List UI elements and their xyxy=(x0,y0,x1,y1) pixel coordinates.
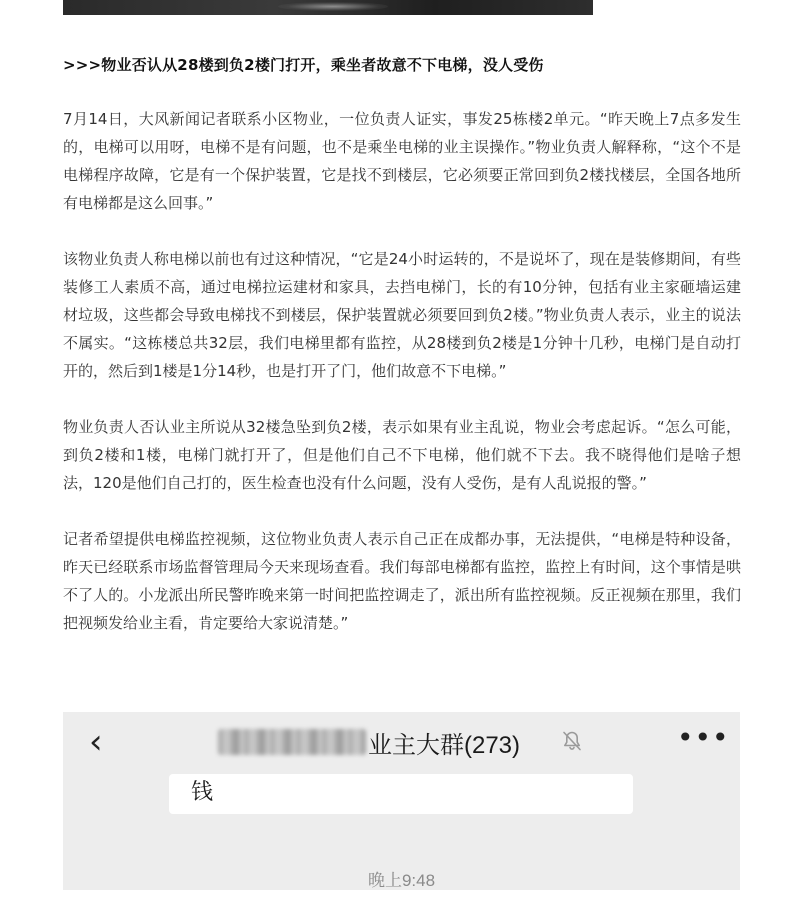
paragraph-2: 该物业负责人称电梯以前也有过这种情况，“它是24小时运转的，不是说坏了，现在是装修期间，有些装修工人素质不高，通过电梯拉运建材和家具，去挡电梯门，长的有10分钟，包括有业主家砸墙运建材垃圾，这些都会导致电梯找不到楼层，保护装置就必须要回到负2楼。”物业负责人表示，业主的说法不属实。“这栋楼总共32层，我们电梯里都有监控，从28楼到负2楼是1分钟十几秒，电梯门是自动打开的，然后到1楼是1分14秒，也是打开了门，他们故意不下电梯。” xyxy=(63,250,741,380)
chat-header xyxy=(218,724,520,760)
chat-screenshot xyxy=(63,712,740,890)
top-photo-fragment xyxy=(63,0,593,15)
blurred-group-name xyxy=(218,729,366,755)
message-timestamp: 晚上9:48 xyxy=(367,871,436,890)
back-arrow-icon[interactable]: ‹ xyxy=(89,722,103,762)
bell-muted-icon[interactable] xyxy=(560,729,584,753)
message-text: 钱 xyxy=(191,780,214,805)
paragraph-3: 物业负责人否认业主所说从32楼急坠到负2楼，表示如果有业主乱说，物业会考虑起诉。“怎么可能，到负2楼和1楼，电梯门就打开了，但是他们自己不下电梯，他们就不下去。我不晓得他们是啥子想法，120是他们自己打的，医生检查也没有什么问题，没有人受伤，是有人乱说报的警。” xyxy=(63,418,741,492)
paragraph-1: 7月14日，大风新闻记者联系小区物业，一位负责人证实，事发25栋楼2单元。“昨天晚上7点多发生的，电梯可以用呀，电梯不是有问题，也不是乘坐电梯的业主误操作。”物业负责人解释称，“这个不是电梯程序故障，它是有一个保护装置，它是找不到楼层，它必须要正常回到负2楼找楼层，全国各地所有电梯都是这么回事。” xyxy=(63,110,741,212)
photo-highlight xyxy=(278,2,388,11)
section-subheading: >>>物业否认从28楼到负2楼门打开，乘坐者故意不下电梯，没人受伤 xyxy=(63,56,544,74)
article-body xyxy=(63,52,741,637)
group-title: 业主大群(273) xyxy=(368,731,521,759)
message-bubble[interactable] xyxy=(169,774,633,814)
more-options-icon[interactable]: ••• xyxy=(677,721,730,754)
paragraph-4: 记者希望提供电梯监控视频，这位物业负责人表示自己正在成都办事，无法提供，“电梯是特种设备，昨天已经联系市场监督管理局今天来现场查看。我们每部电梯都有监控，监控上有时间，这个事情是哄不了人的。小龙派出所民警昨晚来第一时间把监控调走了，派出所有监控视频。反正视频在那里，我们把视频发给业主看，肯定要给大家说清楚。” xyxy=(63,530,741,632)
